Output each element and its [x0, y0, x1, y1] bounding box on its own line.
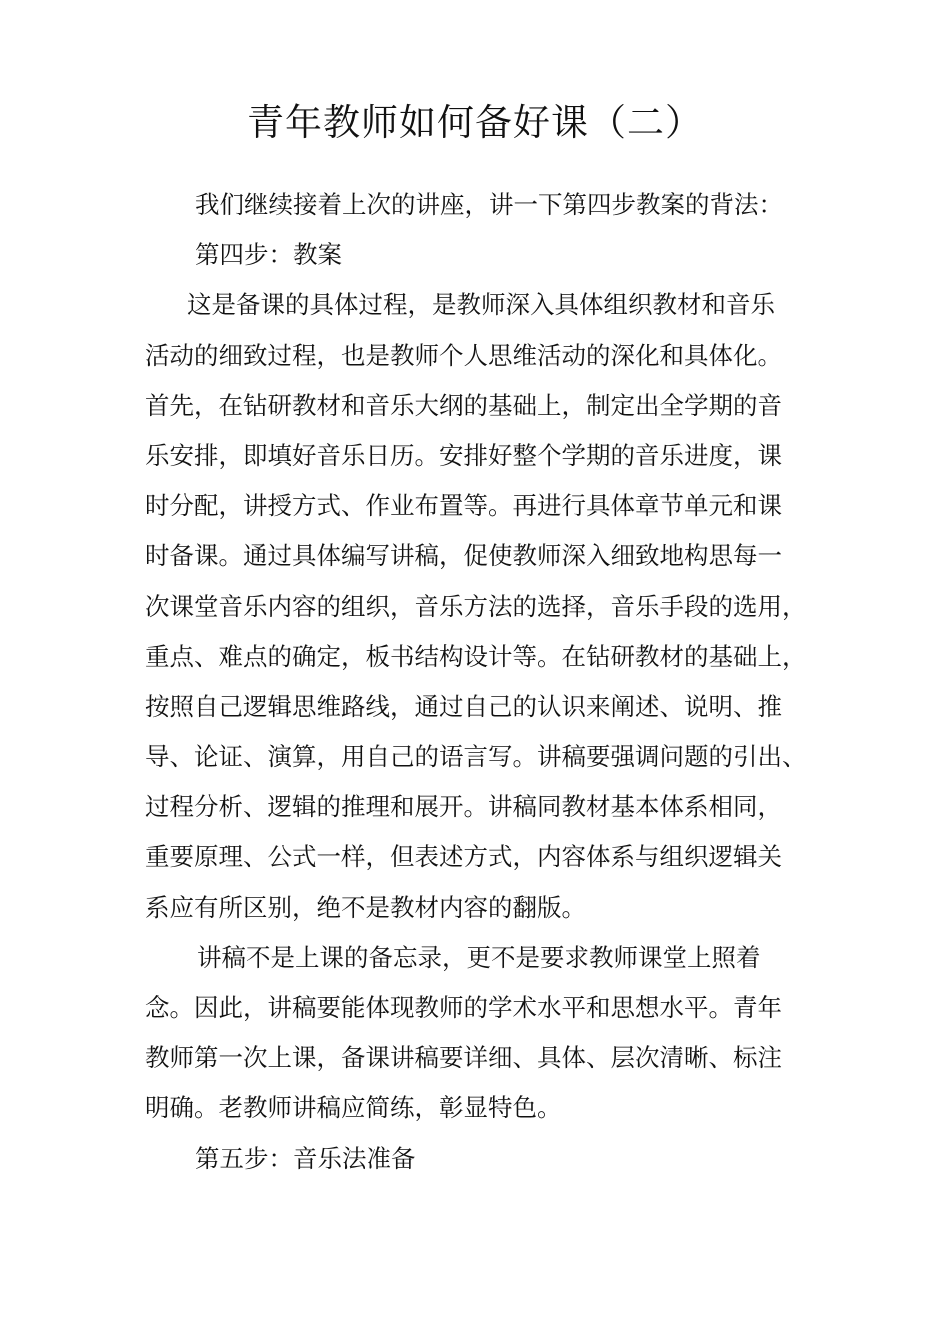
paragraph-line: 系应有所区别，绝不是教材内容的翻版。 — [145, 892, 586, 922]
paragraph-line: 明确。老教师讲稿应简练，彰显特色。 — [145, 1093, 562, 1123]
paragraph-line: 念。因此，讲稿要能体现教师的学术水平和思想水平。青年 — [145, 993, 782, 1022]
paragraph-line: 乐安排，即填好音乐日历。安排好整个学期的音乐进度，课 — [145, 440, 782, 470]
paragraph-line: 导、论证、演算，用自己的语言写。讲稿要强调问题的引出、 — [145, 742, 807, 772]
section-heading-step-five: 第五步：音乐法准备 — [195, 1143, 416, 1173]
paragraph-line: 重点、难点的确定，板书结构设计等。在钻研教材的基础上， — [145, 641, 807, 671]
paragraph-line: 教师第一次上课，备课讲稿要详细、具体、层次清晰、标注 — [145, 1043, 782, 1073]
section-heading-step-four: 第四步：教案 — [195, 240, 342, 270]
paragraph-line: 首先，在钻研教材和音乐大纲的基础上，制定出全学期的音 — [145, 390, 782, 420]
paragraph-line: 过程分析、逻辑的推理和展开。讲稿同教材基本体系相同， — [145, 792, 782, 822]
paragraph-line: 时备课。通过具体编写讲稿，促使教师深入细致地构思每一 — [145, 541, 782, 571]
document-title: 青年教师如何备好课（二） — [247, 101, 703, 144]
paragraph-line: 活动的细致过程，也是教师个人思维活动的深化和具体化。 — [145, 340, 782, 370]
paragraph-line: 讲稿不是上课的备忘录，更不是要求教师课堂上照着 — [197, 942, 761, 972]
paragraph-line: 这是备课的具体过程，是教师深入具体组织教材和音乐 — [187, 290, 775, 320]
paragraph-line: 重要原理、公式一样，但表述方式，内容体系与组织逻辑关 — [145, 842, 782, 872]
paragraph-line: 按照自己逻辑思维路线，通过自己的认识来阐述、说明、推 — [145, 691, 782, 721]
document-body — [145, 180, 810, 1184]
paragraph-line: 次课堂音乐内容的组织，音乐方法的选择，音乐手段的选用， — [145, 591, 807, 621]
intro-line: 我们继续接着上次的讲座，讲一下第四步教案的背法： — [195, 190, 783, 219]
paragraph-line: 时分配，讲授方式、作业布置等。再进行具体章节单元和课 — [145, 491, 782, 521]
